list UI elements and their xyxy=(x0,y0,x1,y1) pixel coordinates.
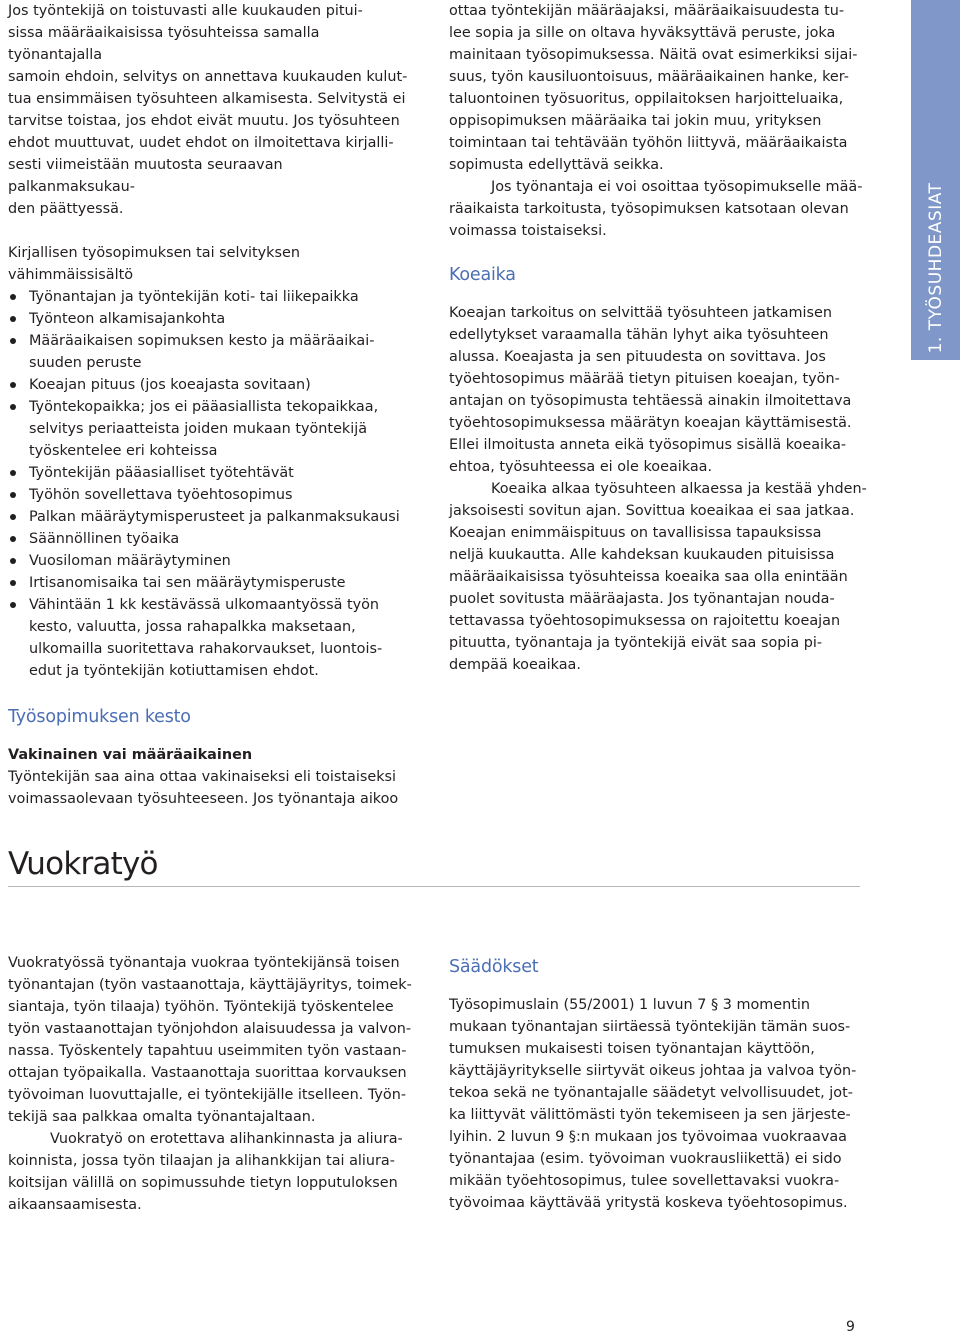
koeaika-heading: Koeaika xyxy=(449,265,516,285)
text-line: sesti viimeistään muutosta seuraavan palkanmaksukau- xyxy=(8,157,283,195)
text-line: tekijä saa palkkaa omalta työnantajaltaan. xyxy=(8,1109,316,1125)
text-line: ehtoa, työsuhteessa ei ole koeaikaa. xyxy=(449,459,713,475)
list-item-line: Säännöllinen työaika xyxy=(29,531,180,547)
list-item xyxy=(8,484,413,506)
list-item-line: Irtisanomisaika tai sen määräytymisperuste xyxy=(29,575,346,591)
indefinite-paragraph xyxy=(449,176,869,242)
text-line: koitsijan välillä on sopimussuhde tietyn lopputuloksen xyxy=(8,1175,398,1191)
text-line: ka liittyvät välittömästi työn tekemiseen ja sen järjeste- xyxy=(449,1107,851,1123)
text-line: neljä kuukautta. Alle kahdeksan kuukauden pituisissa xyxy=(449,547,835,563)
text-line: työvoimaa käyttävää yritystä koskeva työehtosopimus. xyxy=(449,1195,848,1211)
intro-paragraph xyxy=(8,0,413,220)
text-line: suus, työn kausiluontoisuus, määräaikainen hanke, ker- xyxy=(449,69,849,85)
text-line: työnantajaa (esim. työvoiman vuokrausliikettä) ei sido xyxy=(449,1151,842,1167)
vuokratyo-left-column xyxy=(8,952,413,1216)
list-item xyxy=(8,462,413,484)
text-line: Ellei ilmoitusta anneta eikä työsopimus sisällä koeaika- xyxy=(449,437,847,453)
text-line: sissa määräaikaisissa työsuhteissa samalla työnantajalla xyxy=(8,25,320,63)
list-item xyxy=(8,572,413,594)
box-heading xyxy=(8,242,413,286)
saadokset-paragraph xyxy=(449,994,869,1214)
koeaika-paragraph-1 xyxy=(449,302,869,478)
text-line: edellytykset varaamalla tähän lyhyt aika työsuhteen xyxy=(449,327,829,343)
list-item-line: ulkomailla suoritettava rahakorvaukset, luontois- xyxy=(29,641,383,657)
text-line: voimassaolevaan työsuhteeseen. Jos työnantaja aikoo xyxy=(8,791,399,807)
text-line: mainitaan työsopimuksessa. Näitä ovat esimerkiksi sijai- xyxy=(449,47,858,63)
text-line: siantaja, työn tilaaja) työhön. Työntekijä työskentelee xyxy=(8,999,394,1015)
vuokratyo-paragraph-2 xyxy=(8,1128,413,1216)
kesto-heading: Työsopimuksen kesto xyxy=(8,707,191,727)
text-line: lee sopia ja sille on oltava hyväksyttävä peruste, joka xyxy=(449,25,836,41)
text-line: Työntekijän saa aina ottaa vakinaiseksi eli toistaiseksi xyxy=(8,769,397,785)
text-line: ottajan työpaikalla. Vastaanottaja suorittaa korvauksen xyxy=(8,1065,407,1081)
kesto-paragraph xyxy=(8,766,413,810)
text-line: työvoiman luovuttajalle, ei työntekijälle itselleen. Työn- xyxy=(8,1087,407,1103)
text-line: työehtosopimus määrää tietyn pituisen koeajan, työn- xyxy=(449,371,840,387)
list-item-line: kesto, valuutta, jossa rahapalkka maksetaan, xyxy=(29,619,356,635)
text-line: Kirjallisen työsopimuksen tai selvityksen xyxy=(8,245,300,261)
text-line: puolet sovitusta määräajasta. Jos työnantajan nouda- xyxy=(449,591,835,607)
list-item xyxy=(8,330,413,374)
list-item xyxy=(8,374,413,396)
minimum-content-list xyxy=(8,286,413,682)
list-item-line: Työnantajan ja työntekijän koti- tai liikepaikka xyxy=(29,289,359,305)
section-divider xyxy=(8,886,860,887)
text-line: voimassa toistaiseksi. xyxy=(449,223,607,239)
text-line: jaksoisesti sovitun ajan. Sovittua koeaikaa ei saa jatkaa. xyxy=(449,503,855,519)
list-item-line: työskentelee eri kohteissa xyxy=(29,443,218,459)
text-line: työn vastaanottajan työnjohdon alaisuudessa ja valvon- xyxy=(8,1021,412,1037)
text-line: samoin ehdoin, selvitys on annettava kuukauden kulut- xyxy=(8,69,408,85)
text-line: den päättyessä. xyxy=(8,201,124,217)
text-line: vähimmäissisältö xyxy=(8,267,134,283)
text-line: toimintaan tai tehtävään työhön liittyvä, määräaikaista xyxy=(449,135,848,151)
text-line: koinnista, jossa työn tilaajan ja alihankkijan tai aliura- xyxy=(8,1153,395,1169)
list-item-line: Koeajan pituus (jos koeajasta sovitaan) xyxy=(29,377,311,393)
list-item-line: Vuosiloman määräytyminen xyxy=(29,553,231,569)
side-tab-label: 1. TYÖSUHDEASIAT xyxy=(925,182,946,354)
text-line: käyttäjäyritykselle siirtyvät oikeus johtaa ja valvoa työn- xyxy=(449,1063,857,1079)
text-line: sopimusta edellyttävä seikka. xyxy=(449,157,664,173)
text-line: tumuksen mukaisesti toisen työnantajan käyttöön, xyxy=(449,1041,815,1057)
text-line: Vuokratyössä työnantaja vuokraa työntekijänsä toisen xyxy=(8,955,400,971)
text-line: alussa. Koeajasta ja sen pituudesta on sovittava. Jos xyxy=(449,349,826,365)
text-line: pituutta, työnantaja ja työntekijä eivät saa sopia pi- xyxy=(449,635,823,651)
text-line: työehtosopimuksessa määrätyn koeajan käyttämisestä. xyxy=(449,415,852,431)
text-line: ehdot muuttuvat, uudet ehdot on ilmoitettava kirjalli- xyxy=(8,135,394,151)
text-line: Jos työntekijä on toistuvasti alle kuukauden pitui- xyxy=(8,3,363,19)
text-line: dempää koeaikaa. xyxy=(449,657,581,673)
list-item xyxy=(8,308,413,330)
section-side-tab xyxy=(911,0,960,360)
list-item xyxy=(8,506,413,528)
text-line: Jos työnantaja ei voi osoittaa työsopimukselle mää- xyxy=(491,179,863,195)
list-item-line: Vähintään 1 kk kestävässä ulkomaantyössä työn xyxy=(29,597,380,613)
text-line: Vuokratyö on erotettava alihankinnasta ja aliura- xyxy=(50,1131,403,1147)
text-line: tarvitse toistaa, jos ehdot eivät muutu. Jos työsuhteen xyxy=(8,113,400,129)
list-item xyxy=(8,286,413,308)
text-line: tua ensimmäisen työsuhteen alkamisesta. Selvitystä ei xyxy=(8,91,406,107)
list-item-line: edut ja työntekijän kotiuttamisen ehdot. xyxy=(29,663,319,679)
text-line: Työsopimuslain (55/2001) 1 luvun 7 § 3 momentin xyxy=(449,997,811,1013)
text-line: Koeajan enimmäispituus on tavallisissa tapauksissa xyxy=(449,525,822,541)
text-line: räaikaista tarkoitusta, työsopimuksen katsotaan olevan xyxy=(449,201,849,217)
right-column xyxy=(449,0,869,676)
list-item xyxy=(8,550,413,572)
text-line: taluontoinen työsuoritus, oppilaitoksen harjoitteluaika, xyxy=(449,91,844,107)
saadokset-heading: Säädökset xyxy=(449,957,539,977)
list-item-line: Työhön sovellettava työehtosopimus xyxy=(29,487,293,503)
temporary-paragraph xyxy=(449,0,869,176)
text-line: Koeaika alkaa työsuhteen alkaessa ja kestää yhden- xyxy=(491,481,867,497)
text-line: mukaan työnantajan siirtäessä työntekijän tämän suos- xyxy=(449,1019,851,1035)
left-column xyxy=(8,0,413,810)
kesto-subheading: Vakinainen vai määräaikainen xyxy=(8,747,253,763)
vuokratyo-right-column xyxy=(449,952,869,1214)
vuokratyo-paragraph-1 xyxy=(8,952,413,1128)
list-item-line: Palkan määräytymisperusteet ja palkanmaksukausi xyxy=(29,509,400,525)
text-line: Koeajan tarkoitus on selvittää työsuhteen jatkamisen xyxy=(449,305,832,321)
list-item-line: Työntekopaikka; jos ei pääasiallista tekopaikkaa, xyxy=(29,399,379,415)
list-item xyxy=(8,396,413,462)
text-line: työnantajan (työn vastaanottaja, käyttäjäyritys, toimek- xyxy=(8,977,412,993)
text-line: lyihin. 2 luvun 9 §:n mukaan jos työvoimaa vuokraavaa xyxy=(449,1129,847,1145)
text-line: antajan on työsopimusta tehtäessä ainakin ilmoitettava xyxy=(449,393,852,409)
text-line: tettavassa työehtosopimuksessa on rajoitettu koeajan xyxy=(449,613,841,629)
list-item-line: Työntekijän pääasialliset työtehtävät xyxy=(29,465,294,481)
text-line: tekoa sekä ne työnantajalle säädetyt velvollisuudet, jot- xyxy=(449,1085,853,1101)
text-line: nassa. Työskentely tapahtuu useimmiten työn vastaan- xyxy=(8,1043,407,1059)
vuokratyo-title: Vuokratyö xyxy=(8,846,158,882)
text-line: määräaikaisissa työsuhteissa koeaika saa olla enintään xyxy=(449,569,848,585)
text-line: aikaansaamisesta. xyxy=(8,1197,142,1213)
list-item-line: Määräaikaisen sopimuksen kesto ja määräaikai- xyxy=(29,333,375,349)
text-line: ottaa työntekijän määräajaksi, määräaikaisuudesta tu- xyxy=(449,3,845,19)
text-line: mikään työehtosopimus, tulee sovellettavaksi vuokra- xyxy=(449,1173,840,1189)
list-item xyxy=(8,594,413,682)
koeaika-paragraph-2 xyxy=(449,478,869,676)
text-line: oppisopimuksen määräaika tai jokin muu, yrityksen xyxy=(449,113,822,129)
page-number: 9 xyxy=(846,1319,855,1335)
list-item-line: selvitys periaatteista joiden mukaan työntekijä xyxy=(29,421,368,437)
list-item-line: suuden peruste xyxy=(29,355,142,371)
list-item-line: Työnteon alkamisajankohta xyxy=(29,311,226,327)
list-item xyxy=(8,528,413,550)
